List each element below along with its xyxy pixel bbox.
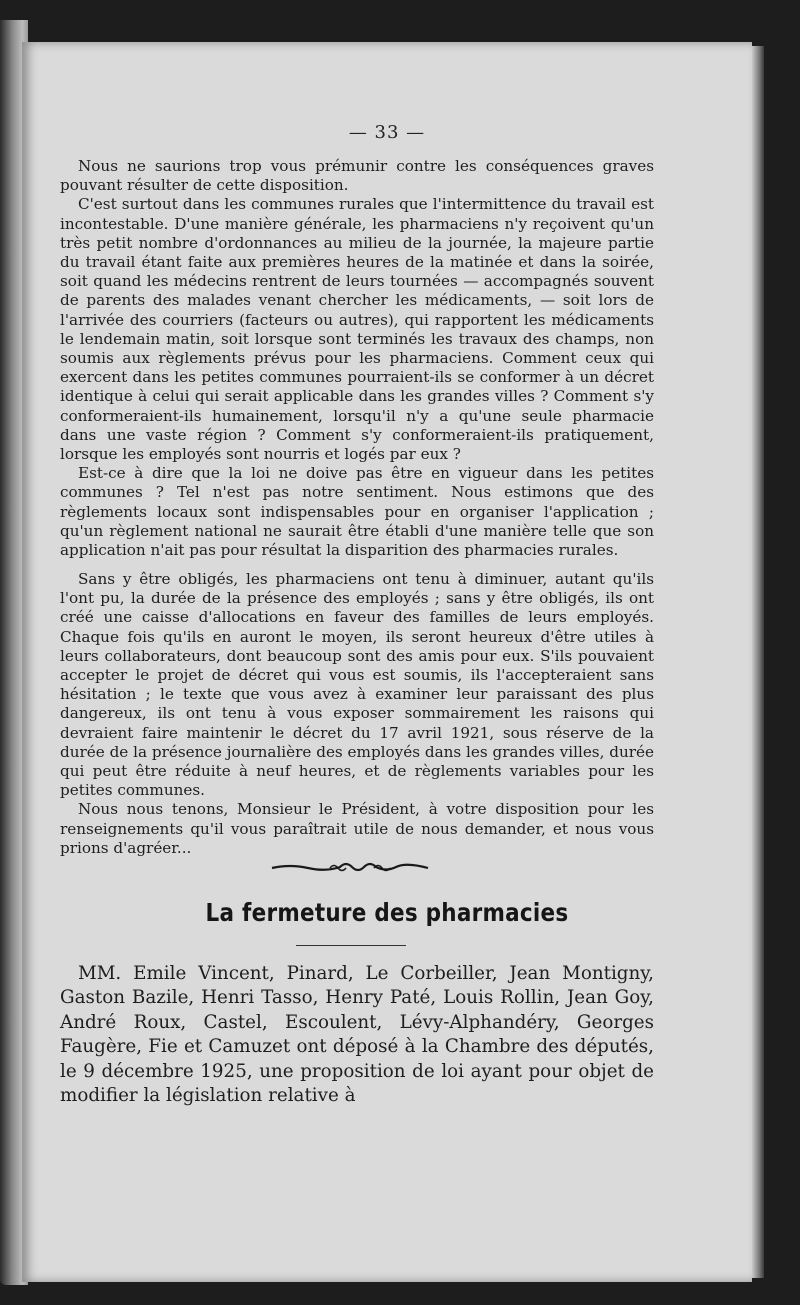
- book-page: [22, 42, 752, 1282]
- body-text-block-1: [60, 157, 654, 560]
- section-title: La fermeture des pharmacies: [205, 898, 569, 927]
- paragraph: C'est surtout dans les communes rurales que l'intermittence du travail est incontestable. D'une manière générale, les pharmaciens n'y reçoivent qu'un très petit nombre d'ordonnances au milieu de la journée, la majeure partie du travail étant faite aux premières heures de la matinée et dans la soirée, soit quand les médecins rentrent de leurs tournées — accompagnés souvent de parents des malades venant chercher les médicaments, — soit lors de l'arrivée des courriers (facteurs ou autres), qui rapportent les médicaments le lendemain matin, soit lorsque sont terminés les travaux des champs, non soumis aux règlements prévus pour les pharmaciens. Comment ceux qui exercent dans les petites communes pourraient-ils se conformer à un décret identique à celui qui serait applicable dans les grandes villes ? Comment s'y conformeraient-ils humainement, lorsqu'il n'y a qu'une seule pharmacie dans une vaste région ? Comment s'y conformeraient-ils pratiquement, lorsque les employés sont nourris et logés par eux ?: [60, 195, 654, 464]
- paragraph: Sans y être obligés, les pharmaciens ont tenu à diminuer, autant qu'ils l'ont pu, la durée de la présence des employés ; sans y être obligés, ils ont créé une caisse d'allocations en faveur des familles de leurs employés. Chaque fois qu'ils en auront le moyen, ils seront heureux d'être utiles à leurs collaborateurs, dont beaucoup sont des amis pour eux. S'ils pouvaient accepter le projet de décret qui vous est soumis, ils l'accepteraient sans hésitation ; le texte que vous avez à examiner leur paraissant des plus dangereux, ils ont tenu à vous exposer sommairement les raisons qui devraient faire maintenir le décret du 17 avril 1921, sous réserve de la durée de la présence journalière des employés dans les grandes villes, durée qui peut être réduite à neuf heures, et de règlements variables pour les petites communes.: [60, 570, 654, 800]
- page-number: — 33 —: [348, 122, 426, 143]
- body-text-block-2: [60, 570, 654, 858]
- paragraph: Est-ce à dire que la loi ne doive pas être en vigueur dans les petites communes ? Tel n'est pas notre sentiment. Nous estimons que des règlements locaux sont indispensables pour en organiser l'application ; qu'un règlement national ne saurait être établi d'une manière telle que son application n'ait pas pour résultat la disparition des pharmacies rurales.: [60, 464, 654, 560]
- paragraph: Nous nous tenons, Monsieur le Président, à votre disposition pour les renseignements qu'il vous paraîtrait utile de nous demander, et nous vous prions d'agréer...: [60, 800, 654, 857]
- ornament-divider-icon: [270, 858, 430, 878]
- book-right-edge: [752, 46, 764, 1278]
- body-text-block-3: [60, 962, 654, 1108]
- paragraph: MM. Emile Vincent, Pinard, Le Corbeiller, Jean Montigny, Gaston Bazile, Henri Tasso, Henry Paté, Louis Rollin, Jean Goy, André Roux, Castel, Escoulent, Lévy-Alphandéry, Georges Faugère, Fie et Camuzet ont déposé à la Chambre des députés, le 9 décembre 1925, une proposition de loi ayant pour objet de modifier la législation relative à: [60, 963, 654, 1107]
- paragraph: Nous ne saurions trop vous prémunir contre les conséquences graves pouvant résulter de cette disposition.: [60, 157, 654, 195]
- title-underline: [296, 945, 406, 946]
